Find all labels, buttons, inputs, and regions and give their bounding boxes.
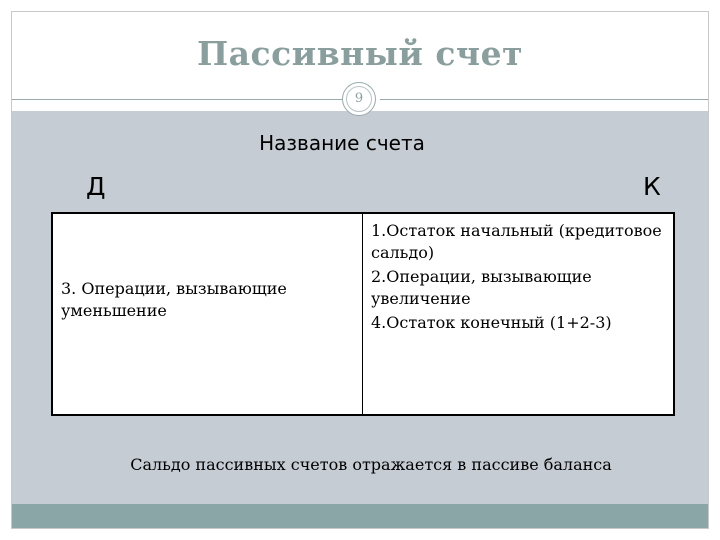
title-divider-right [380, 99, 708, 100]
credit-side-item: 2.Операции, вызывающие увеличение [371, 267, 592, 308]
credit-label: К [643, 172, 661, 201]
credit-side-cell [371, 220, 671, 336]
t-account-table [51, 212, 675, 416]
account-name-label: Название счета [259, 131, 425, 155]
credit-side-item: 4.Остаток конечный (1+2-3) [371, 313, 612, 332]
debit-side-line: уменьшение [61, 301, 167, 320]
balance-note: Сальдо пассивных счетов отражается в пассиве баланса [130, 455, 612, 474]
slide-title: Пассивный счет [196, 34, 524, 73]
debit-side-line: 3. Операции, вызывающие [61, 279, 287, 298]
t-account-divider [362, 214, 363, 414]
credit-side-item: 1.Остаток начальный (кредитовое сальдо) [371, 221, 662, 262]
slide-number-badge [342, 82, 376, 116]
slide-number: 9 [346, 86, 372, 112]
debit-label: Д [86, 172, 106, 201]
debit-side-cell [61, 278, 351, 322]
title-divider-left [12, 99, 342, 100]
bottom-bar [12, 504, 708, 528]
